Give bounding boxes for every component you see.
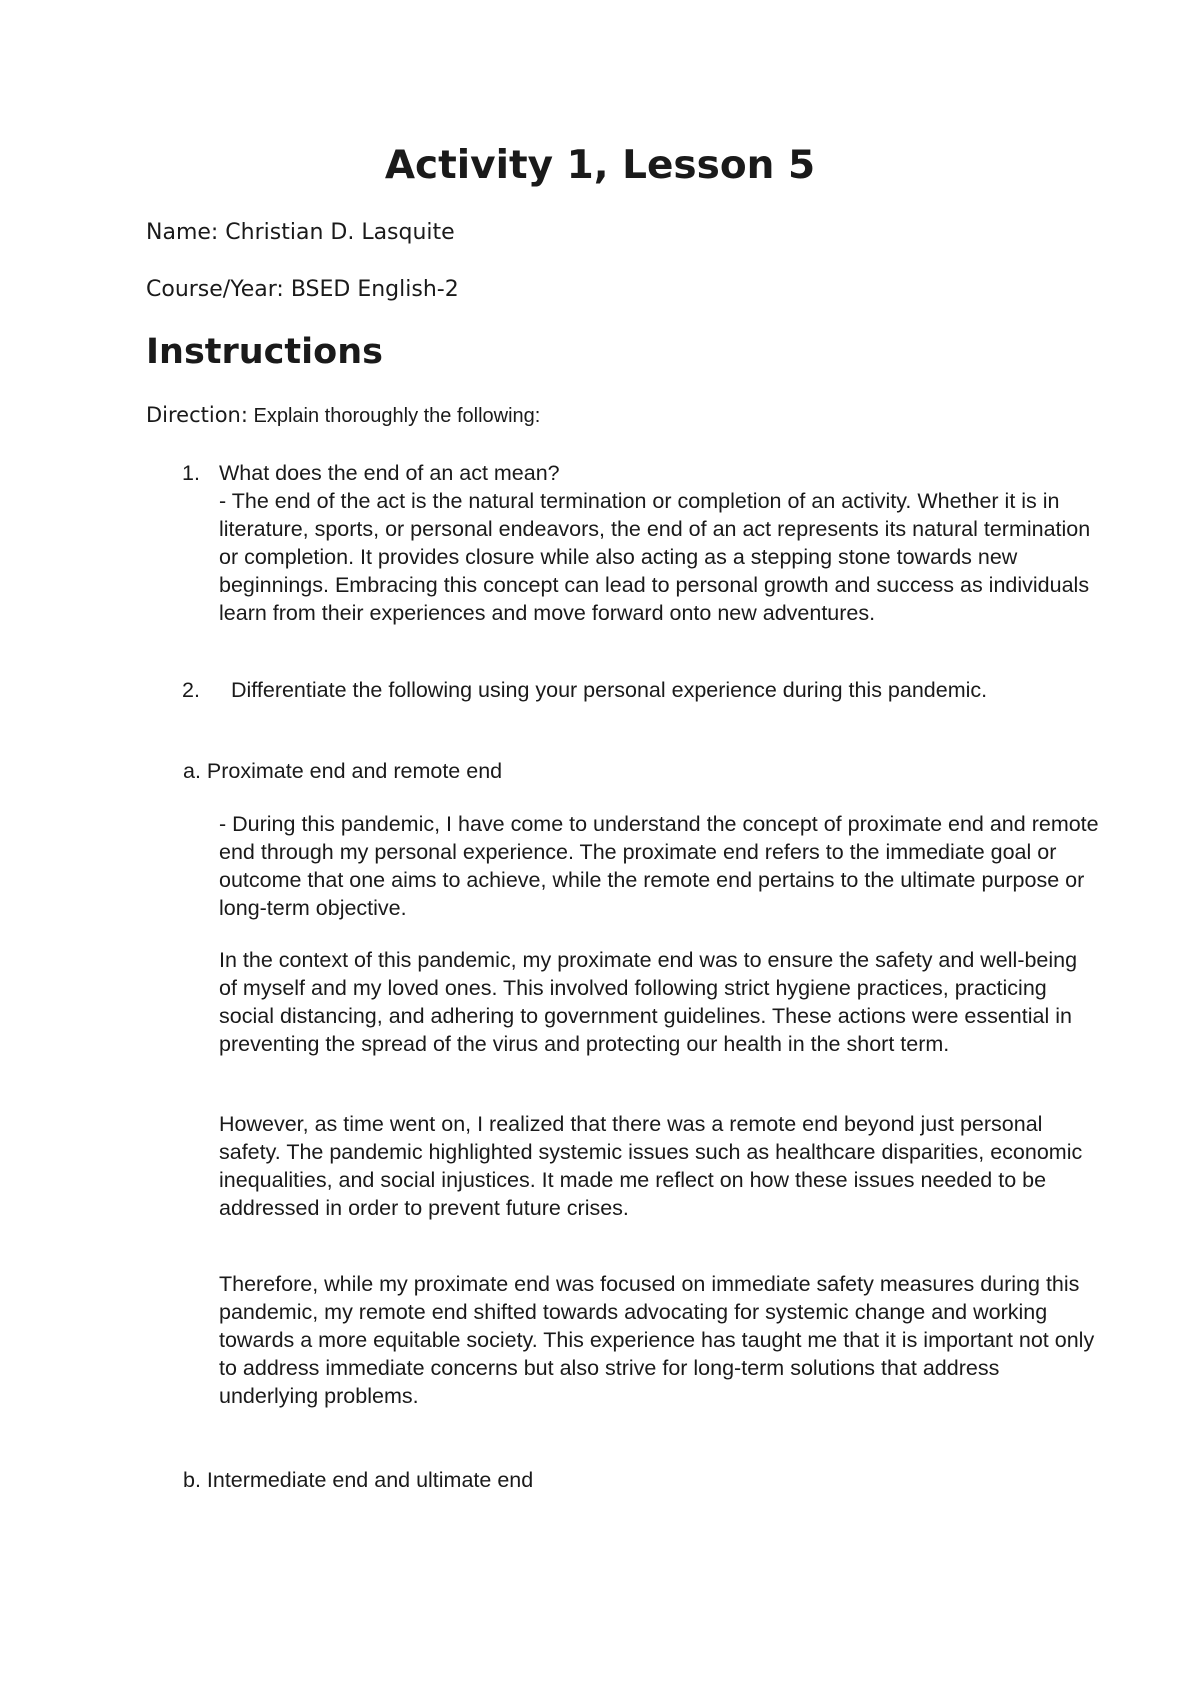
question-1-answer: - The end of the act is the natural termination or completion of an activity. Whether it is in literature, sports, or personal endeavors, the end of an act represents its natural termination or completion. It provides closure while also acting as a stepping stone towards new beginnings. Embracing this concept can lead to personal growth and success as individuals learn from their experiences and move forward onto new adventures. <box>219 489 1091 625</box>
question-1-text: What does the end of an act mean? <box>219 461 560 485</box>
question-1 <box>219 459 1099 627</box>
sub-item-a-paragraph: However, as time went on, I realized that there was a remote end beyond just personal safety. The pandemic highlighted systemic issues such as healthcare disparities, economic inequalities, and social injustices. It made me reflect on how these issues needed to be addressed in order to prevent future crises. <box>219 1112 1083 1220</box>
sub-item-a-label: a. Proximate end and remote end <box>183 759 503 783</box>
document-title: Activity 1, Lesson 5 <box>384 143 816 188</box>
student-name: Name: Christian D. Lasquite <box>146 220 455 245</box>
question-2 <box>219 676 1099 704</box>
sub-item-a-paragraph: Therefore, while my proximate end was focused on immediate safety measures during this pandemic, my remote end shifted towards advocating for systemic change and working towards a more equitable society. This experience has taught me that it is important not only to address immediate concerns but also strive for long-term solutions that address underlying problems. <box>219 1272 1095 1408</box>
sub-item-b-label: b. Intermediate end and ultimate end <box>183 1468 534 1492</box>
direction-line <box>146 402 540 429</box>
direction-text: Explain thoroughly the following: <box>253 405 541 427</box>
sub-item-a-paragraph: In the context of this pandemic, my proximate end was to ensure the safety and well-being of myself and my loved ones. This involved following strict hygiene practices, practicing social distancing, and adhering to government guidelines. These actions were essential in preventing the spread of the virus and protecting our health in the short term. <box>219 948 1078 1056</box>
direction-label: Direction: <box>146 403 248 427</box>
course-year: Course/Year: BSED English-2 <box>146 277 459 302</box>
question-2-number: 2. <box>182 678 200 702</box>
question-1-number: 1. <box>182 461 200 485</box>
question-2-text: Differentiate the following using your personal experience during this pandemic. <box>231 678 988 702</box>
instructions-heading: Instructions <box>146 332 383 372</box>
sub-item-a-paragraph: - During this pandemic, I have come to understand the concept of proximate end and remote end through my personal experience. The proximate end refers to the immediate goal or outcome that one aims to achieve, while the remote end pertains to the ultimate purpose or long-term objective. <box>219 812 1099 920</box>
